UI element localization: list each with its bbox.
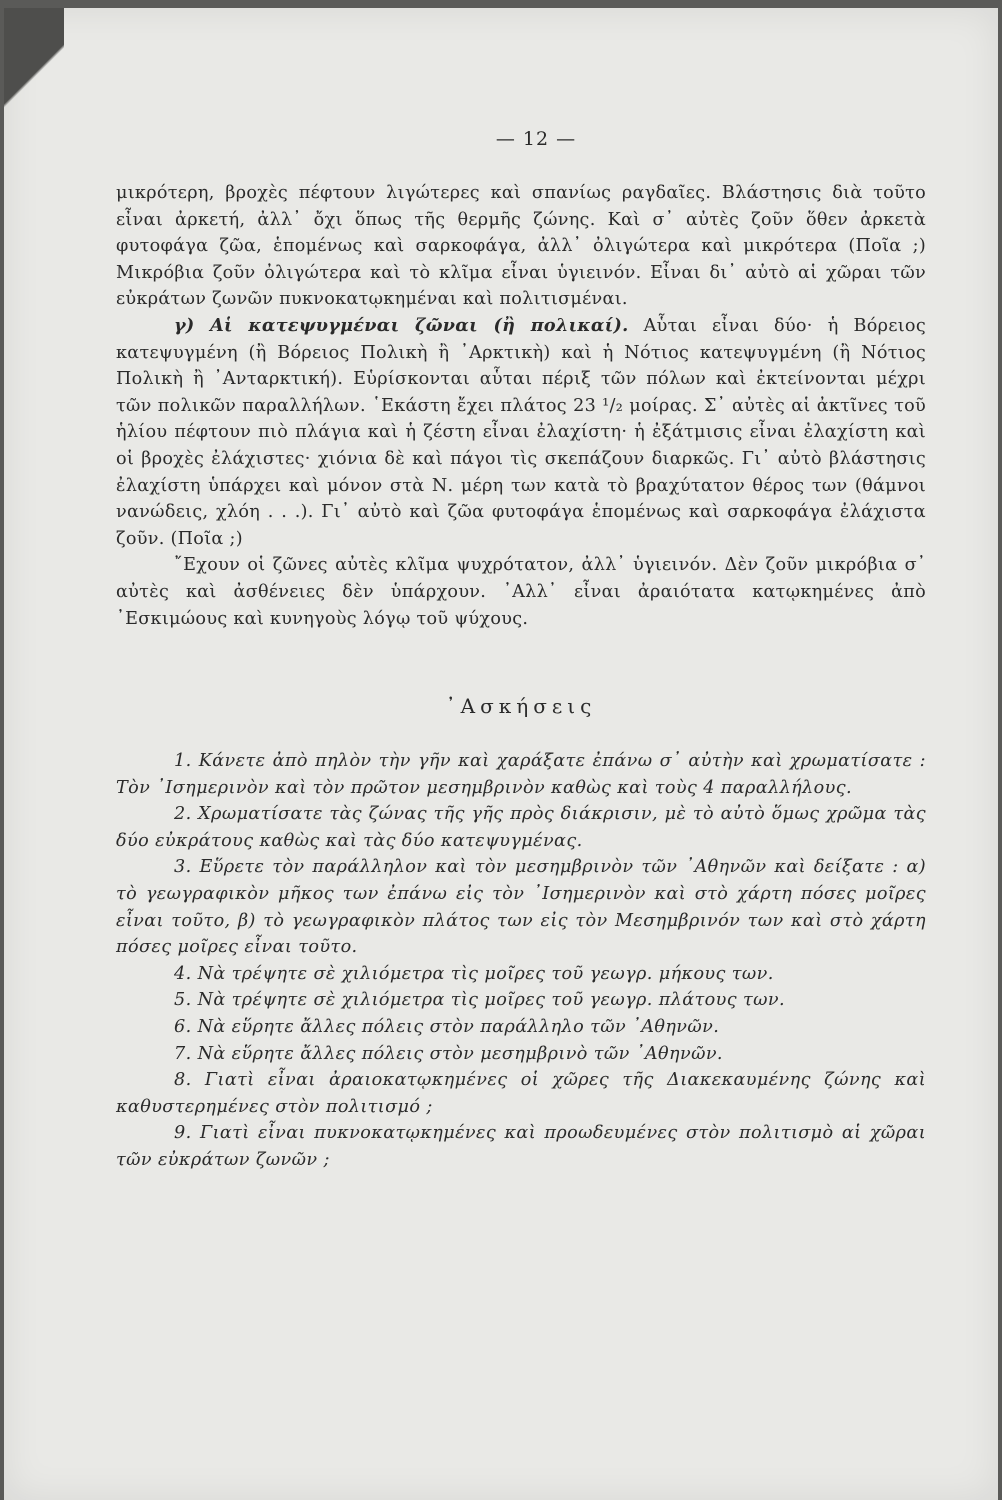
exercises-title: ᾽Ασκήσεις	[445, 694, 597, 719]
exercise-item: 5. Νὰ τρέψητε σὲ χιλιόμετρα τὶς μοῖρες τοῦ γεωγρ. πλάτους των.	[174, 990, 785, 1011]
frigid-zones-text: Αὗται εἶναι δύο· ἡ Βόρειος κατεψυγμένη (ἢ Βόρειος Πολικὴ ἢ ᾽Αρκτικὴ) καὶ ἡ Νότιος κατεψυγμένη (ἢ Νότιος Πολικὴ ἢ ᾽Ανταρκτική). Εὑρίσκονται αὗται πέριξ τῶν πόλων καὶ ἐκτείνονται μέχρι τῶν πολικῶν παραλλήλων. ῾Εκάστη ἔχει πλάτος 23 ¹/₂ μοίρας. Σ᾽ αὐτὲς αἱ ἀκτῖνες τοῦ ἡλίου πέφτουν πιὸ πλάγια καὶ ἡ ζέστη εἶναι ἐλαχίστη· ἡ ἐξάτμισις εἶναι ἐλαχίστη καὶ οἱ βροχὲς ἐλάχιστες· χιόνια δὲ καὶ πάγοι τὶς σκεπάζουν διαρκῶς. Γι᾽ αὐτὸ βλάστησις ἐλαχίστη ὑπάρχει καὶ μόνον στὰ Ν. μέρη των κατὰ τὸ βραχύτατον θέρος των (θάμνοι νανώδεις, χλόη . . .). Γι᾽ αὐτὸ καὶ ζῶα φυτοφάγα ἑπομένως καὶ σαρκοφάγα ἐλάχιστα ζοῦν. (Ποῖα ;)	[116, 315, 926, 549]
paragraph-frigid-climate: ῎Εχουν οἱ ζῶνες αὐτὲς κλῖμα ψυχρότατον, ἀλλ᾽ ὑγιεινόν. Δὲν ζοῦν μικρόβια σ᾽ αὐτὲς καὶ ἀσθένειες δὲν ὑπάρχουν. ᾽Αλλ᾽ εἶναι ἀραιότατα κατῳκημένες ἀπὸ ᾽Εσκιμώους καὶ κυνηγοὺς λόγῳ τοῦ ψύχους.	[116, 555, 926, 629]
scanned-page	[4, 8, 998, 1500]
page-content	[116, 128, 926, 1174]
exercise-item: 4. Νὰ τρέψητε σὲ χιλιόμετρα τὶς μοῖρες τοῦ γεωγρ. μήκους των.	[174, 963, 774, 984]
scan-edge-shadow	[4, 8, 64, 148]
exercise-item: 2. Χρωματίσατε τὰς ζώνας τῆς γῆς πρὸς διάκρισιν, μὲ τὸ αὐτὸ ὅμως χρῶμα τὰς δύο εὐκράτους καθὼς καὶ τὰς δύο κατεψυγμένας.	[116, 804, 926, 851]
paragraph-temperate-zones: μικρότερη, βροχὲς πέφτουν λιγώτερες καὶ σπανίως ραγδαῖες. Βλάστησις διὰ τοῦτο εἶναι ἀρκετή, ἀλλ᾽ ὄχι ὅπως τῆς θερμῆς ζώνης. Καὶ σ᾽ αὐτὲς ζοῦν ὅθεν ἀρκετὰ φυτοφάγα ζῶα, ἑπομένως καὶ σαρκοφάγα, ἀλλ᾽ ὀλιγώτερα καὶ μικρότερα (Ποῖα ;) Μικρόβια ζοῦν ὀλιγώτερα καὶ τὸ κλῖμα εἶναι ὑγιεινόν. Εἶναι δι᾽ αὐτὸ αἱ χῶραι τῶν εὐκράτων ζωνῶν πυκνοκατῳκημέναι καὶ πολιτισμέναι.	[116, 183, 926, 310]
exercise-item: 3. Εὕρετε τὸν παράλληλον καὶ τὸν μεσημβρινὸν τῶν ᾽Αθηνῶν καὶ δείξατε : α) τὸ γεωγραφικὸν μῆκος των ἐπάνω εἰς τὸν ᾽Ισημερινὸν καὶ στὸ χάρτη πόσες μοῖρες εἶναι τοῦτο, β) τὸ γεωγραφικὸν πλάτος των εἰς τὸν Μεσημβρινόν των καὶ στὸ χάρτη πόσες μοῖρες εἶναι τοῦτο.	[116, 857, 926, 958]
exercise-item: 6. Νὰ εὕρητε ἄλλες πόλεις στὸν παράλληλο τῶν ᾽Αθηνῶν.	[174, 1017, 720, 1038]
frigid-zones-subheading: γ) Αἱ κατεψυγμέναι ζῶναι (ἢ πολικαί).	[174, 314, 629, 336]
exercise-item: 9. Γιατὶ εἶναι πυκνοκατῳκημένες καὶ προωδευμένες στὸν πολιτισμὸ αἱ χῶραι τῶν εὐκράτων ζωνῶν ;	[116, 1123, 926, 1170]
page-number: — 12 —	[495, 128, 577, 150]
exercises-list	[116, 748, 926, 1174]
paragraph-frigid-zones	[116, 313, 926, 552]
exercise-item: 7. Νὰ εὕρητε ἄλλες πόλεις στὸν μεσημβρινὸ τῶν ᾽Αθηνῶν.	[174, 1043, 723, 1064]
exercise-item: 1. Κάνετε ἀπὸ πηλὸν τὴν γῆν καὶ χαράξατε ἐπάνω σ᾽ αὐτὴν καὶ χρωματίσατε : Τὸν ᾽Ισημερινὸν καὶ τὸν πρῶτον μεσημβρινὸν καθὼς καὶ τοὺς 4 παραλλήλους.	[116, 751, 926, 798]
exercise-item: 8. Γιατὶ εἶναι ἀραιοκατῳκημένες οἱ χῶρες τῆς Διακεκαυμένης ζώνης καὶ καθυστερημένες στὸν πολιτισμό ;	[116, 1070, 926, 1117]
